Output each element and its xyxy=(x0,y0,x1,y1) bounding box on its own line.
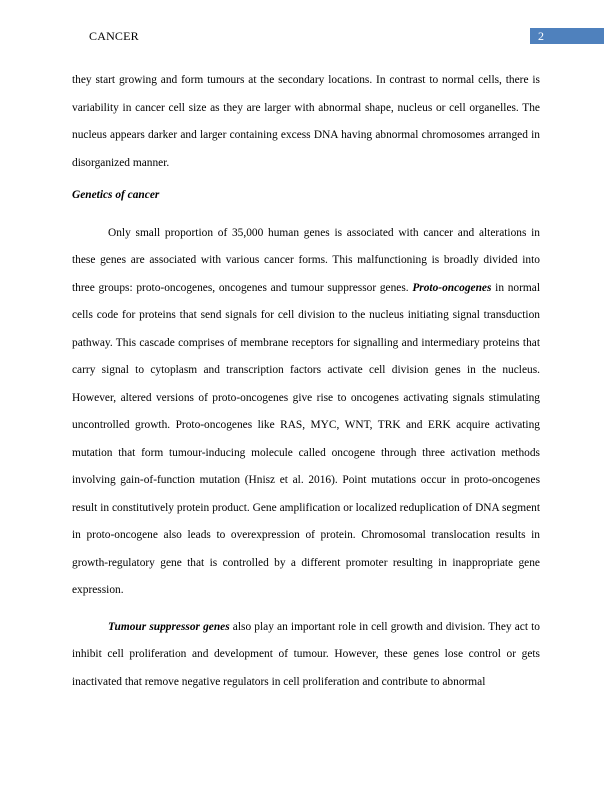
paragraph-continuation: they start growing and form tumours at the secondary locations. In contrast to normal cells, there is variability in cancer cell size as they are larger with abnormal shape, nucleus or cell organelles. The nucleus appears darker and larger containing excess DNA having abnormal chromosomes arranged in disorganized manner. xyxy=(72,74,540,169)
page-number: 2 xyxy=(538,29,544,43)
running-head: CANCER xyxy=(89,29,139,43)
body-text xyxy=(72,67,540,705)
page-number-bar xyxy=(530,28,604,44)
paragraph-text: Only small proportion of 35,000 human genes is associated with cancer and alterations in these genes are associated with various cancer forms. This malfunctioning is broadly divided into three groups: proto-oncogenes, oncogenes and tumour suppressor genes. xyxy=(72,226,540,294)
term-tumour-suppressor-genes: Tumour suppressor genes xyxy=(108,620,230,633)
paragraph-text: also play an important role in cell growth and division. They act to inhibit cell proliferation and development of tumour. However, these genes lose control or gets inactivated that remove negative regulators in cell proliferation and contribute to abnormal xyxy=(72,620,540,688)
section-heading: Genetics of cancer xyxy=(72,189,160,201)
paragraph-tumour-suppressor xyxy=(72,614,540,697)
term-proto-oncogenes: Proto-oncogenes xyxy=(412,281,492,294)
paragraph-genetics xyxy=(72,220,540,605)
paragraph-text: in normal cells code for proteins that send signals for cell division to the nucleus initiating signal transduction pathway. This cascade comprises of membrane receptors for signalling and intermediary proteins that carry signal to cytoplasm and transcription factors activate cell division genes in the nucleus. However, altered versions of proto-oncogenes give rise to oncogenes activating signals stimulating uncontrolled growth. Proto-oncogenes like RAS, MYC, WNT, TRK and ERK acquire activating mutation that form tumour-inducing molecule called oncogene through three activation methods involving gain-of-function mutation (Hnisz et al. 2016). Point mutations occur in proto-oncogenes result in constitutively protein product. Gene amplification or localized reduplication of DNA segment in proto-oncogene also leads to overexpression of protein. Chromosomal translocation results in growth-regulatory gene that is controlled by a different promoter resulting in inappropriate gene expression. xyxy=(72,281,540,596)
